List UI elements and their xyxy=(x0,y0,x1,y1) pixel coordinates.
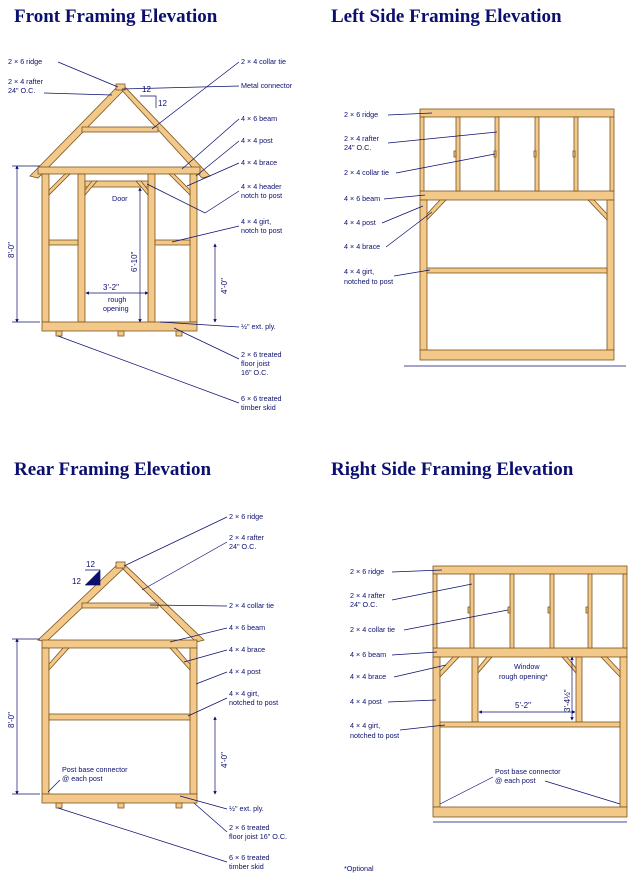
right-post-label: 4 × 4 post xyxy=(350,697,382,706)
right-rafter-label-2: 24" O.C. xyxy=(350,600,378,609)
front-post-leader xyxy=(196,141,239,176)
front-rough-label-2: opening xyxy=(103,304,129,313)
right-rafter-leader xyxy=(392,584,472,600)
right-collar-2 xyxy=(508,607,510,613)
front-girt-height-label: 4'-0" xyxy=(220,278,229,294)
front-joist-label-2: floor joist xyxy=(241,359,270,368)
rear-ridge-label: 2 × 6 ridge xyxy=(229,512,264,521)
right-brace-label: 4 × 4 brace xyxy=(350,672,387,681)
front-door-post-right xyxy=(148,174,155,322)
front-connector-leader xyxy=(122,86,239,89)
left-collar-4 xyxy=(573,151,575,157)
left-collar-label: 2 × 4 collar tie xyxy=(344,168,389,177)
front-right-post xyxy=(190,174,197,322)
right-brace-left xyxy=(440,657,459,677)
front-collar-leader xyxy=(152,62,239,129)
front-skid-1 xyxy=(56,331,62,336)
footnote: *Optional xyxy=(344,864,374,873)
front-beam-leader xyxy=(182,119,239,169)
right-girt-label-2: notched to post xyxy=(350,731,400,740)
left-collar-1 xyxy=(454,151,456,157)
right-girt-label-1: 4 × 4 girt, xyxy=(350,721,381,730)
right-base-leader-right xyxy=(545,781,620,804)
rear-girt-height-label: 4'-0" xyxy=(220,752,229,768)
right-brace-right xyxy=(601,657,620,677)
left-ridge xyxy=(420,109,614,117)
rear-rafter-label-1: 2 × 4 rafter xyxy=(229,533,264,542)
front-collar-label: 2 × 4 collar tie xyxy=(241,57,286,66)
left-floor xyxy=(420,350,614,360)
right-rafter-1 xyxy=(433,574,437,648)
rear-skid-leader xyxy=(58,808,227,862)
front-skid-2 xyxy=(118,331,124,336)
front-left-post xyxy=(42,174,49,322)
front-door-height-label: 6'-10" xyxy=(130,251,139,272)
rear-skid-2 xyxy=(118,803,124,808)
rear-height-label: 8'-0" xyxy=(7,712,16,728)
rear-brace-label: 4 × 4 brace xyxy=(229,645,266,654)
front-joist-leader xyxy=(174,328,239,359)
right-window-label-2: rough opening* xyxy=(499,672,548,681)
front-skid-label-1: 6 × 6 treated xyxy=(241,394,282,403)
rear-ridge xyxy=(116,562,125,568)
left-collar-leader xyxy=(396,154,495,173)
rear-joist-label-1: 2 × 6 treated xyxy=(229,823,270,832)
right-collar-1 xyxy=(468,607,470,613)
left-girt-label-2: notched to post xyxy=(344,277,394,286)
right-brace-window-right xyxy=(562,657,576,673)
rear-girt-label-2: notched to post xyxy=(229,698,279,707)
rear-pitch-run: 12 xyxy=(72,577,81,586)
rear-base-label-1: Post base connector xyxy=(62,765,128,774)
rear-girt xyxy=(49,714,190,720)
right-window-label-1: Window xyxy=(514,662,540,671)
rear-joist-label-2: floor joist 16" O.C. xyxy=(229,832,288,841)
rear-left-post xyxy=(42,648,49,794)
front-girt-leader xyxy=(172,226,239,242)
right-brace-window-left xyxy=(478,657,492,673)
front-girt-label-2: notch to post xyxy=(241,226,283,235)
front-door-label: Door xyxy=(112,194,128,203)
right-ridge-label: 2 × 6 ridge xyxy=(350,567,385,576)
right-collar-label: 2 × 4 collar tie xyxy=(350,625,395,634)
left-brace-left xyxy=(427,200,446,220)
front-rafter-label-2: 24" O.C. xyxy=(8,86,36,95)
right-collar-leader xyxy=(404,610,508,630)
rear-rafter-label-2: 24" O.C. xyxy=(229,542,257,551)
right-rafter-5 xyxy=(588,574,592,648)
rear-beam-label: 4 × 6 beam xyxy=(229,623,266,632)
left-beam-leader xyxy=(384,195,425,199)
left-rafter-1 xyxy=(420,117,424,191)
front-door-post-left xyxy=(78,174,85,322)
right-title: Right Side Framing Elevation xyxy=(331,459,574,480)
rear-post-label: 4 × 4 post xyxy=(229,667,261,676)
right-post-leader xyxy=(388,700,436,702)
right-beam xyxy=(433,648,627,657)
right-rafter-6 xyxy=(623,574,627,648)
front-rafter-label-1: 2 × 4 rafter xyxy=(8,77,43,86)
right-girt xyxy=(440,722,620,727)
front-beam-label: 4 × 6 beam xyxy=(241,114,278,123)
left-post-left xyxy=(420,200,427,350)
left-rafter-label-1: 2 × 4 rafter xyxy=(344,134,379,143)
rear-floor xyxy=(42,794,197,803)
front-brace-left xyxy=(49,174,70,195)
left-rafter-2 xyxy=(456,117,460,191)
rear-pitch-triangle xyxy=(85,570,100,585)
right-collar-3 xyxy=(548,607,550,613)
rear-ridge-leader xyxy=(124,517,227,566)
rear-post-leader xyxy=(196,672,227,684)
front-rafter-leader xyxy=(44,93,112,95)
right-elevation xyxy=(350,566,627,822)
right-rafter-3 xyxy=(510,574,514,648)
front-elevation xyxy=(7,57,293,412)
front-rough-label-1: rough xyxy=(108,295,127,304)
left-collar-3 xyxy=(534,151,536,157)
front-joist-label-3: 16" O.C. xyxy=(241,368,269,377)
front-post-label: 4 × 4 post xyxy=(241,136,273,145)
rear-brace-right xyxy=(170,648,190,670)
right-post-right xyxy=(620,657,627,807)
left-girt-label-1: 4 × 4 girt, xyxy=(344,267,375,276)
front-connector-label: Metal connector xyxy=(241,81,293,90)
front-header-label-1: 4 × 4 header xyxy=(241,182,282,191)
rear-skid-label-1: 6 × 6 treated xyxy=(229,853,270,862)
rear-right-post xyxy=(190,648,197,794)
right-ridge xyxy=(433,566,627,574)
right-window-post-right xyxy=(576,657,582,722)
rear-title: Rear Framing Elevation xyxy=(14,459,212,480)
front-skid-label-2: timber skid xyxy=(241,403,276,412)
front-header-label-2: notch to post xyxy=(241,191,283,200)
rear-pitch-rise: 12 xyxy=(86,560,95,569)
left-beam-label: 4 × 6 beam xyxy=(344,194,381,203)
left-brace-right xyxy=(588,200,607,220)
rear-brace-left xyxy=(49,648,69,670)
front-ridge-leader xyxy=(58,62,118,87)
left-elevation xyxy=(344,109,626,366)
left-rafter-leader xyxy=(388,132,497,143)
left-post-right xyxy=(607,200,614,350)
left-girt xyxy=(427,268,607,273)
left-beam xyxy=(420,191,614,200)
left-post-leader xyxy=(382,206,423,223)
right-collar-4 xyxy=(586,607,588,613)
right-rafter-2 xyxy=(470,574,474,648)
front-ply-label: ½" ext. ply. xyxy=(241,322,276,331)
right-floor xyxy=(433,807,627,817)
right-rafter-label-1: 2 × 4 rafter xyxy=(350,591,385,600)
right-beam-leader xyxy=(392,652,437,655)
rear-collar-label: 2 × 4 collar tie xyxy=(229,601,274,610)
right-rafter-4 xyxy=(550,574,554,648)
front-title: Front Framing Elevation xyxy=(14,6,218,27)
rear-skid-label-2: timber skid xyxy=(229,862,264,871)
front-girt-label-1: 4 × 4 girt, xyxy=(241,217,272,226)
left-title: Left Side Framing Elevation xyxy=(331,6,562,27)
front-brace-right xyxy=(169,174,190,195)
front-girt-right xyxy=(155,240,190,245)
rear-skid-1 xyxy=(56,803,62,808)
rear-rafter-leader xyxy=(142,542,227,590)
right-beam-label: 4 × 6 beam xyxy=(350,650,387,659)
left-rafter-6 xyxy=(610,117,614,191)
front-brace-label: 4 × 4 brace xyxy=(241,158,278,167)
left-brace-label: 4 × 4 brace xyxy=(344,242,381,251)
rear-elevation xyxy=(7,512,287,871)
left-post-label: 4 × 4 post xyxy=(344,218,376,227)
rear-base-leader xyxy=(48,780,60,792)
rear-skid-3 xyxy=(176,803,182,808)
front-rough-width-label: 3'-2" xyxy=(103,283,119,292)
front-floor xyxy=(42,322,197,331)
left-ridge-label: 2 × 6 ridge xyxy=(344,110,379,119)
rear-girt-label-1: 4 × 4 girt, xyxy=(229,689,260,698)
front-height-label: 8'-0" xyxy=(7,242,16,258)
right-window-width-label: 5'-2" xyxy=(515,701,531,710)
rear-ply-label: ½" ext. ply. xyxy=(229,804,264,813)
rear-base-label-2: @ each post xyxy=(62,774,103,783)
left-rafter-label-2: 24" O.C. xyxy=(344,143,372,152)
front-joist-label-1: 2 × 6 treated xyxy=(241,350,282,359)
rear-collar-tie xyxy=(82,603,158,608)
front-ridge-label: 2 × 6 ridge xyxy=(8,57,43,66)
front-pitch-rise: 12 xyxy=(142,85,151,94)
right-window-post-left xyxy=(472,657,478,722)
front-beam xyxy=(38,167,200,174)
right-post-left xyxy=(433,657,440,807)
right-base-label-1: Post base connector xyxy=(495,767,561,776)
front-pitch-run: 12 xyxy=(158,99,167,108)
front-girt-left xyxy=(49,240,78,245)
right-base-label-2: @ each post xyxy=(495,776,536,785)
right-base-leader-left xyxy=(440,777,493,804)
front-collar-tie xyxy=(82,127,158,132)
right-window-height-label: 3'-4½" xyxy=(563,689,572,712)
